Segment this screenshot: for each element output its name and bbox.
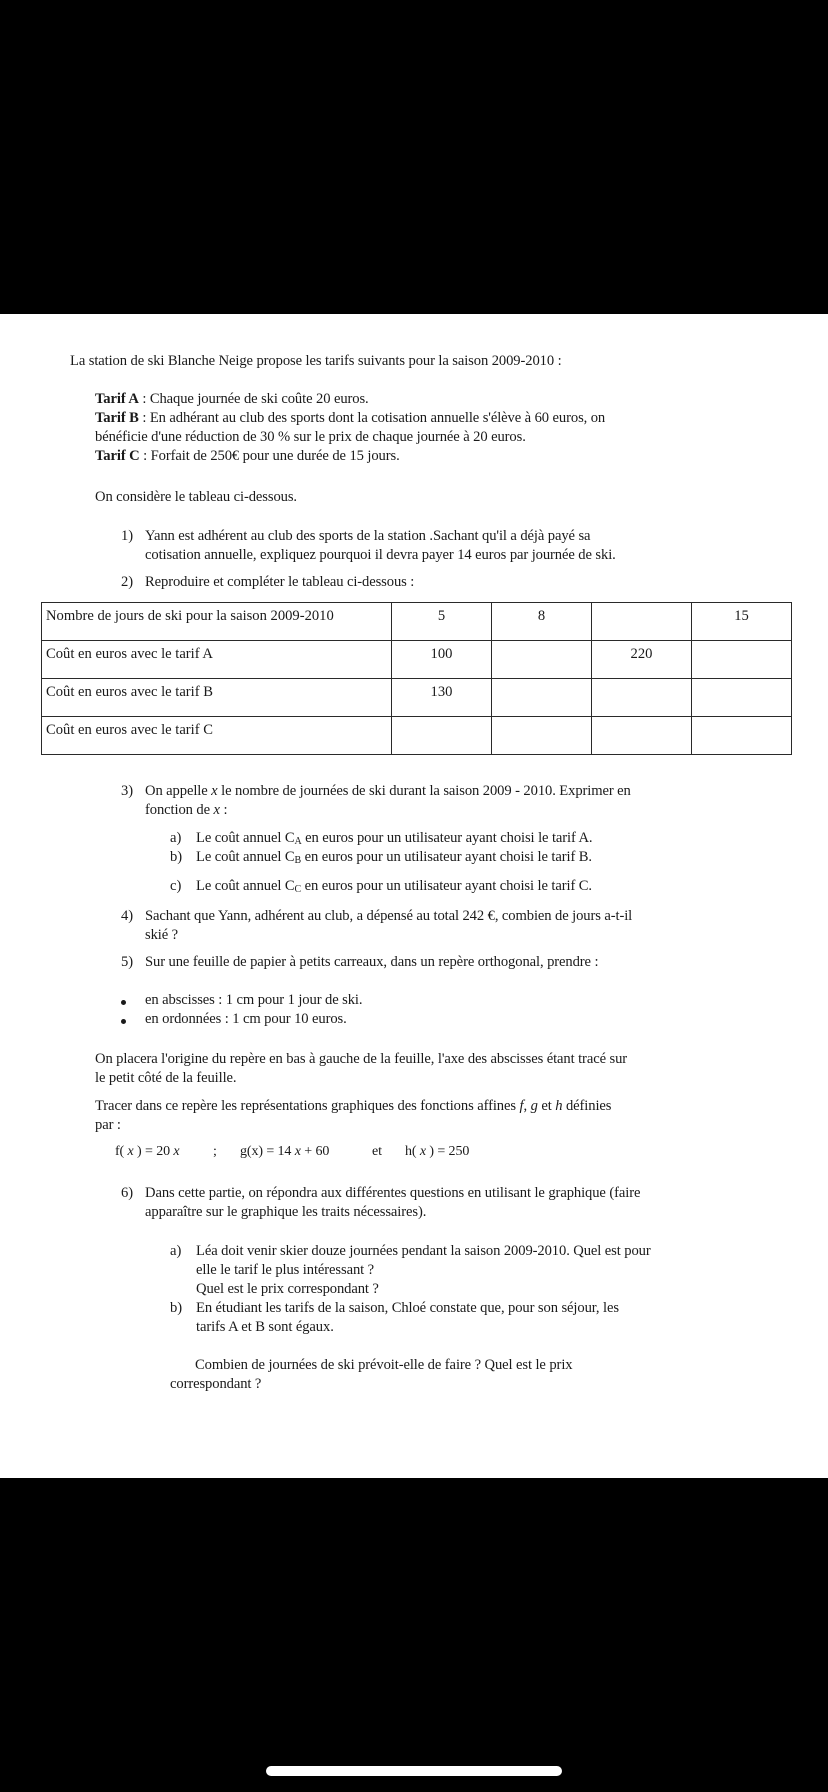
table-cell [592, 603, 692, 641]
text-fragment: et [537, 1098, 556, 1114]
text-fragment: g(x) = 14 [240, 1144, 292, 1159]
trace-line1 [95, 1098, 611, 1115]
table-row-label: Coût en euros avec le tarif A [42, 641, 392, 679]
text-fragment: en euros pour un utilisateur ayant choisi le tarif C. [301, 878, 592, 894]
function-f: f [519, 1098, 524, 1114]
text-fragment: On appelle [145, 783, 212, 799]
text-fragment: fonction de [145, 802, 214, 818]
trace-line2: par : [95, 1117, 121, 1133]
text-fragment: ) = 250 [429, 1144, 470, 1159]
table-cell: 5 [392, 603, 492, 641]
question-6-line1: Dans cette partie, on répondra aux différentes questions en utilisant le graphique (faire [145, 1185, 641, 1201]
table-cell: 8 [492, 603, 592, 641]
table-cell [592, 717, 692, 755]
formula-f [115, 1143, 180, 1160]
function-g: g [530, 1098, 538, 1114]
text-fragment: h( [405, 1144, 417, 1159]
question-4-number: 4) [121, 908, 134, 924]
text-fragment: Le coût annuel C [196, 849, 295, 865]
question-3c-text [196, 878, 592, 896]
formula-g [240, 1143, 329, 1160]
table-row-label: Coût en euros avec le tarif B [42, 679, 392, 717]
tarif-a-text: : Chaque journée de ski coûte 20 euros. [138, 391, 369, 407]
table-row-tarif-c [42, 717, 792, 755]
table-cell [692, 679, 792, 717]
text-fragment: définies [562, 1098, 612, 1114]
formula-separator: ; [213, 1144, 217, 1159]
bullet-icon [121, 1019, 126, 1024]
question-1-number: 1) [121, 528, 134, 544]
tarif-c [95, 448, 400, 465]
variable-x: x [124, 1144, 138, 1159]
question-3c-letter: c) [170, 878, 182, 894]
table-row-tarif-b [42, 679, 792, 717]
question-2-number: 2) [121, 574, 134, 590]
text-fragment: le nombre de journées de ski durant la saison 2009 - 2010. Exprimer en [217, 783, 631, 799]
table-cell [392, 717, 492, 755]
question-1-line1: Yann est adhérent au club des sports de la station .Sachant qu'il a déjà payé sa [145, 528, 591, 544]
tarif-b-label: Tarif B [95, 410, 139, 426]
variable-x: x [291, 1144, 305, 1159]
table-row-label: Coût en euros avec le tarif C [42, 717, 392, 755]
table-row-label: Nombre de jours de ski pour la saison 2009-2010 [42, 603, 392, 641]
text-fragment: Tracer dans ce repère les représentations graphiques des fonctions affines [95, 1098, 520, 1114]
question-4-line2: skié ? [145, 927, 179, 943]
formula-et: et [372, 1144, 382, 1159]
question-6a-line1: Léa doit venir skier douze journées pendant la saison 2009-2010. Quel est pour [196, 1243, 651, 1259]
table-cell [592, 679, 692, 717]
tarif-b-continued: bénéficie d'une réduction de 30 % sur le prix de chaque journée à 20 euros. [95, 429, 526, 445]
table-cell: 220 [592, 641, 692, 679]
text-fragment: en euros pour un utilisateur ayant choisi le tarif A. [301, 830, 593, 846]
origin-line2: le petit côté de la feuille. [95, 1070, 237, 1086]
question-1-line2: cotisation annuelle, expliquez pourquoi il devra payer 14 euros par journée de ski. [145, 547, 616, 563]
question-3a-letter: a) [170, 830, 182, 846]
question-3b-letter: b) [170, 849, 183, 865]
variable-x: x [211, 783, 218, 799]
question-6b-line2: tarifs A et B sont égaux. [196, 1319, 334, 1335]
question-2-line1: Reproduire et compléter le tableau ci-dessous : [145, 574, 415, 590]
text-fragment: f( [115, 1144, 125, 1159]
subscript: B [294, 855, 302, 866]
question-3-line1 [145, 783, 631, 800]
question-6b-line1: En étudiant les tarifs de la saison, Chloé constate que, pour son séjour, les [196, 1300, 619, 1316]
question-3-line2 [145, 802, 227, 819]
question-6a-line2: elle le tarif le plus intéressant ? [196, 1262, 375, 1278]
function-h: h [555, 1098, 563, 1114]
tarif-b [95, 410, 605, 427]
origin-line1: On placera l'origine du repère en bas à gauche de la feuille, l'axe des abscisses étant tracé sur [95, 1051, 628, 1067]
text-fragment: Le coût annuel C [196, 878, 295, 894]
question-6a-line3: Quel est le prix correspondant ? [196, 1281, 379, 1297]
table-cell [692, 641, 792, 679]
tarif-a-label: Tarif A [95, 391, 139, 407]
subscript: A [294, 836, 302, 847]
text-fragment: Le coût annuel C [196, 830, 295, 846]
cost-table [41, 602, 792, 755]
table-cell [492, 717, 592, 755]
text-fragment: + 60 [304, 1144, 330, 1159]
variable-x: x [213, 802, 220, 818]
subscript: C [294, 884, 302, 895]
text-fragment: : [219, 802, 228, 818]
formula-h [405, 1143, 469, 1160]
question-6-line2: apparaître sur le graphique les traits nécessaires). [145, 1204, 427, 1220]
bullet-item-ordonnees: en ordonnées : 1 cm pour 10 euros. [145, 1011, 347, 1027]
text-fragment: ) = 20 [137, 1144, 171, 1159]
question-6a-letter: a) [170, 1243, 182, 1259]
question-6b-letter: b) [170, 1300, 183, 1316]
text-fragment: , [523, 1098, 531, 1114]
consider-text: On considère le tableau ci-dessous. [95, 489, 297, 505]
question-5-line1: Sur une feuille de papier à petits carreaux, dans un repère orthogonal, prendre : [145, 954, 599, 970]
question-5-number: 5) [121, 954, 134, 970]
tarif-a [95, 391, 369, 408]
text-fragment: en euros pour un utilisateur ayant choisi le tarif B. [301, 849, 592, 865]
home-indicator[interactable] [266, 1766, 562, 1776]
question-3-number: 3) [121, 783, 134, 799]
variable-x: x [416, 1144, 430, 1159]
table-cell: 100 [392, 641, 492, 679]
question-6-number: 6) [121, 1185, 134, 1201]
table-row-tarif-a [42, 641, 792, 679]
table-cell [492, 679, 592, 717]
question-4-line1: Sachant que Yann, adhérent au club, a dépensé au total 242 €, combien de jours a-t-il [145, 908, 633, 924]
question-6b-combien-line2: correspondant ? [170, 1376, 262, 1392]
tarif-c-label: Tarif C [95, 448, 140, 464]
tarif-c-text: : Forfait de 250€ pour une durée de 15 jours. [139, 448, 400, 464]
variable-x: x [170, 1144, 180, 1159]
table-row-days [42, 603, 792, 641]
question-6b-combien-line1: Combien de journées de ski prévoit-elle de faire ? Quel est le prix [195, 1357, 573, 1373]
tarif-b-text: : En adhérant au club des sports dont la cotisation annuelle s'élève à 60 euros, on [138, 410, 606, 426]
table-cell: 15 [692, 603, 792, 641]
bullet-icon [121, 1000, 126, 1005]
question-3a-text [196, 830, 592, 848]
intro-text: La station de ski Blanche Neige propose les tarifs suivants pour la saison 2009-2010 : [70, 353, 562, 369]
table-cell [692, 717, 792, 755]
table-cell: 130 [392, 679, 492, 717]
question-3b-text [196, 849, 592, 867]
bullet-item-abscisses: en abscisses : 1 cm pour 1 jour de ski. [145, 992, 363, 1008]
table-cell [492, 641, 592, 679]
